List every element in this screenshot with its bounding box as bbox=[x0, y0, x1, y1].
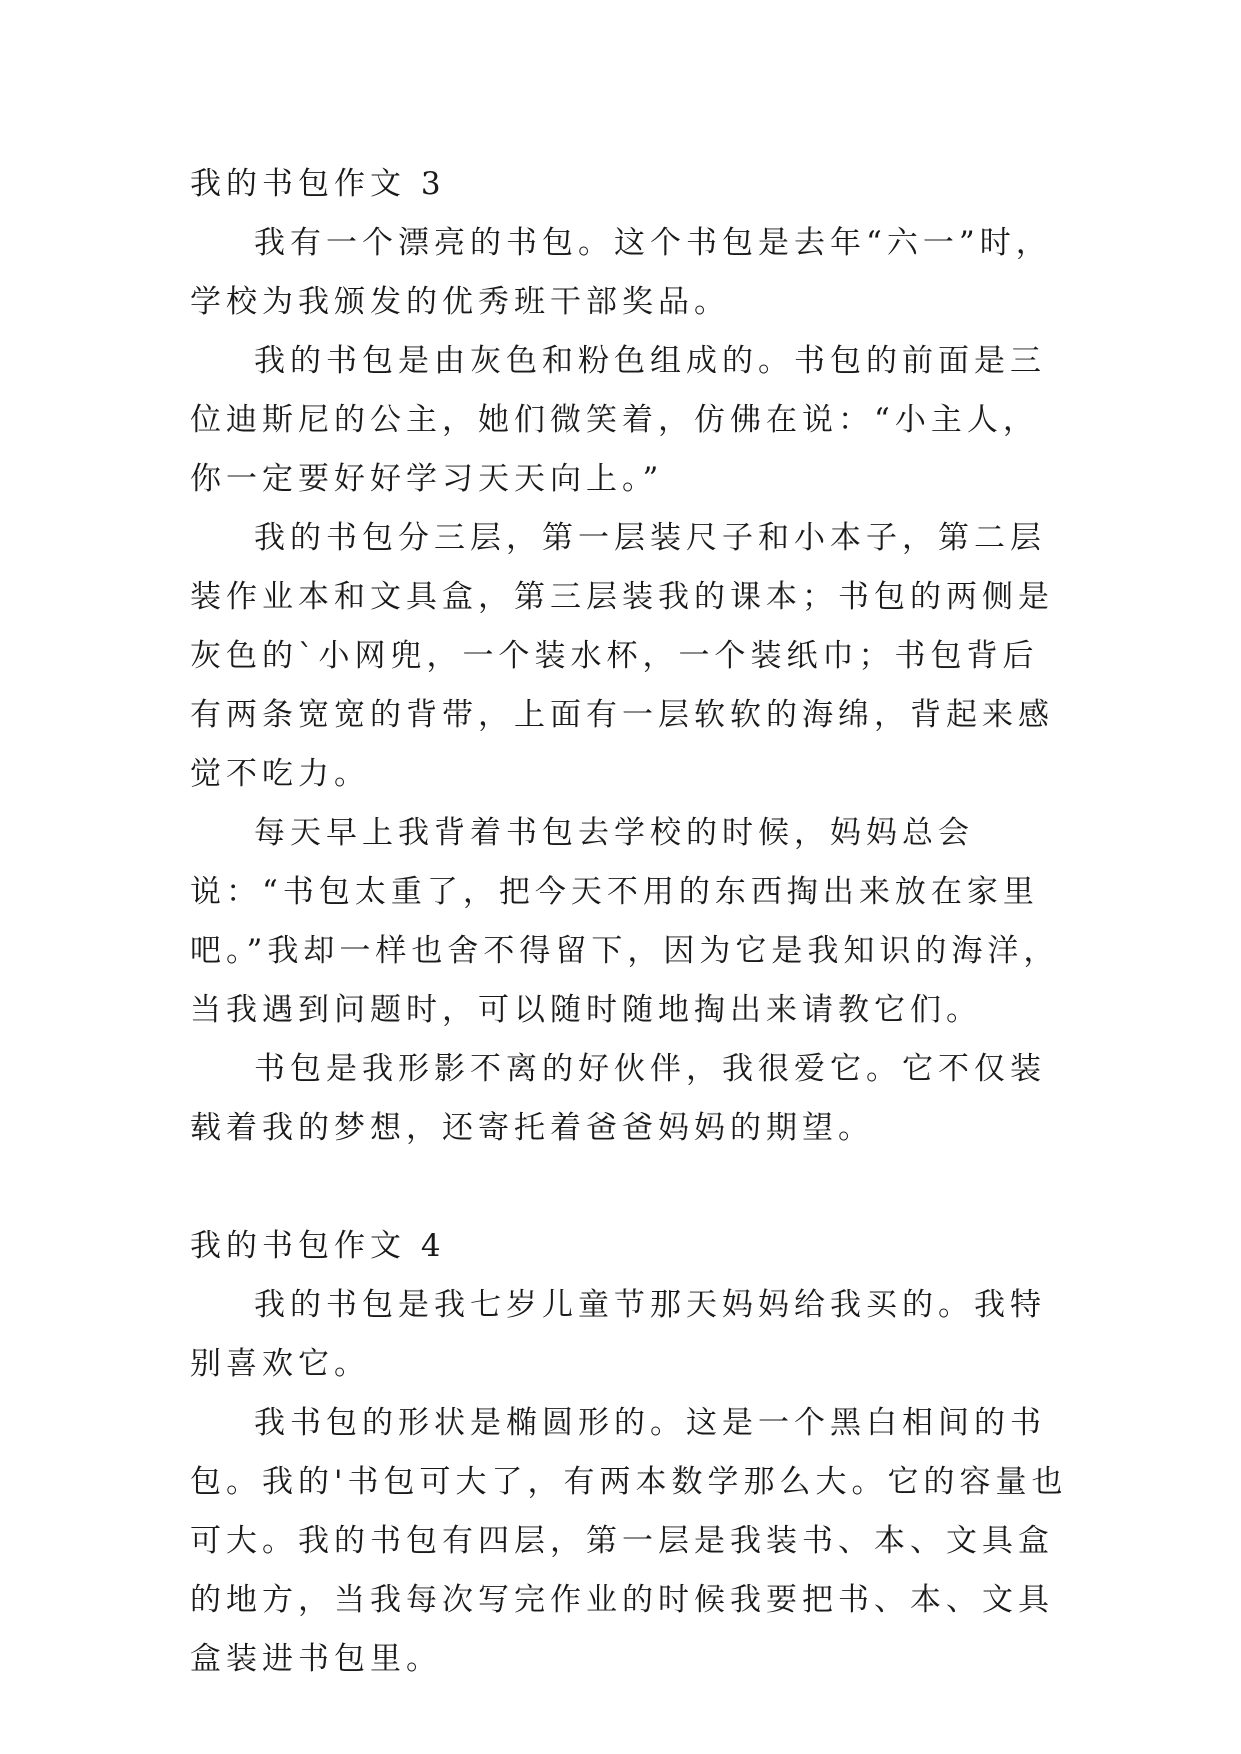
paragraph: 我的书包分三层，第一层装尺子和小本子，第二层装作业本和文具盒，第三层装我的课本；书包的两侧是灰色的`小网兜，一个装水杯，一个装纸巾；书包背后有两条宽宽的背带，上面有一层软软的海绵，背起来感觉不吃力。 bbox=[190, 520, 1054, 792]
paragraph: 书包是我形影不离的好伙伴，我很爱它。它不仅装载着我的梦想，还寄托着爸爸妈妈的期望。 bbox=[190, 1051, 1046, 1146]
paragraph: 我的书包是我七岁儿童节那天妈妈给我买的。我特别喜欢它。 bbox=[190, 1287, 1046, 1382]
paragraph: 我有一个漂亮的书包。这个书包是去年“六一”时，学校为我颁发的优秀班干部奖品。 bbox=[190, 225, 1052, 320]
essay-heading-4: 我的书包作文 4 bbox=[190, 1228, 446, 1264]
essay-heading-3: 我的书包作文 3 bbox=[190, 166, 446, 202]
paragraph: 我书包的形状是椭圆形的。这是一个黑白相间的书包。我的'书包可大了，有两本数学那么大。它的容量也可大。我的书包有四层，第一层是我装书、本、文具盒的地方，当我每次写完作业的时候我要把书、本、文具盒装进书包里。 bbox=[190, 1405, 1068, 1677]
paragraph: 每天早上我背着书包去学校的时候，妈妈总会说：“书包太重了，把今天不用的东西掏出来放在家里吧。”我却一样也舍不得留下，因为它是我知识的海洋，当我遇到问题时，可以随时随地掏出来请教它们。 bbox=[190, 815, 1060, 1028]
essay-text bbox=[190, 155, 1070, 1689]
paragraph: 我的书包是由灰色和粉色组成的。书包的前面是三位迪斯尼的公主，她们微笑着，仿佛在说：“小主人，你一定要好好学习天天向上。” bbox=[190, 343, 1046, 497]
section-gap bbox=[190, 1158, 1070, 1217]
